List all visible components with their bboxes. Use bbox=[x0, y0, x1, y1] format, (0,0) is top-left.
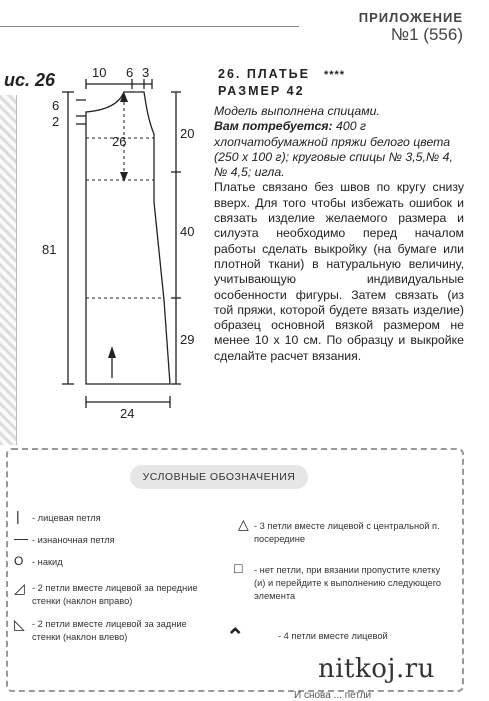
legend-item: O - накид bbox=[14, 554, 63, 568]
dim-left-2: 2 bbox=[52, 114, 60, 129]
header-title: ПРИЛОЖЕНИЕ bbox=[358, 10, 463, 25]
legend-item: ◺ - 2 петли вместе лицевой за задние стенки (наклон влево) bbox=[14, 616, 187, 642]
legend-item: — - изнаночная петля bbox=[14, 530, 115, 546]
figure-label: ис. 26 bbox=[4, 70, 56, 90]
requirements-label: Вам потребуется: bbox=[214, 119, 333, 134]
dim-right-3: 29 bbox=[180, 332, 195, 347]
legend-title: УСЛОВНЫЕ ОБОЗНАЧЕНИЯ bbox=[130, 465, 308, 489]
page-header bbox=[359, 10, 463, 45]
yarn-over-icon: O bbox=[14, 554, 24, 568]
legend-item: ⌃ - 4 петли вместе лицевой bbox=[226, 624, 388, 649]
k3tog-center-icon: △ bbox=[238, 516, 249, 532]
dim-inner: 26 bbox=[112, 134, 127, 149]
dim-bottom: 24 bbox=[120, 406, 135, 421]
dim-top-3: 3 bbox=[142, 65, 150, 80]
footer-partial-text: И снова ... петли bbox=[294, 690, 372, 701]
dim-top-1: 10 bbox=[92, 65, 107, 80]
dim-top-2: 6 bbox=[126, 65, 134, 80]
dim-right-2: 40 bbox=[180, 224, 195, 239]
header-rule bbox=[0, 26, 299, 27]
model-note: Модель выполнена спицами. bbox=[214, 104, 380, 118]
k2tog-back-icon: ◺ bbox=[14, 616, 25, 632]
article-body bbox=[214, 104, 464, 364]
article-title-line1: 26. ПЛАТЬЕ bbox=[218, 67, 310, 81]
site-watermark: nitkoj.ru bbox=[318, 654, 435, 684]
difficulty-stars: **** bbox=[323, 69, 346, 81]
dim-total-height: 81 bbox=[42, 242, 57, 257]
no-stitch-icon: □ bbox=[234, 560, 243, 576]
legend-item: △ - 3 петли вместе лицевой с центральной п. посередине bbox=[238, 516, 440, 544]
description: Платье связано без швов по кругу снизу вверх. Для того чтобы избежать ошибок и связать изделие желаемого размера и силуэта необходимо перед началом работы сделать выкройку (на бумаге или плотной ткани) в натуральную величину, учитывающую индивидуальные особенности фигуры. Затем связать (из той пряжи, которой будете вязать изделие) образец основной вязкой размером не менее 10 х 10 см. По образцу и выкройке сделайте расчет вязания. bbox=[214, 180, 464, 363]
dress-schematic bbox=[40, 60, 220, 422]
dim-right-1: 20 bbox=[180, 126, 195, 141]
legend-item: ◿ - 2 петли вместе лицевой за передние стенки (наклон вправо) bbox=[14, 580, 198, 606]
legend-item: | - лицевая петля bbox=[16, 508, 101, 524]
legend-left-column bbox=[12, 510, 212, 652]
knit-stitch-icon: | bbox=[16, 508, 20, 524]
issue-number: №1 (556) bbox=[390, 25, 463, 44]
legend-item: □ - нет петли, при вязании пропустите клетку (и) и перейдите к выполнению следующего элемента bbox=[234, 560, 442, 601]
k4tog-icon: ⌃ bbox=[226, 624, 245, 649]
k2tog-front-icon: ◿ bbox=[14, 580, 25, 596]
purl-stitch-icon: — bbox=[14, 530, 28, 546]
requirements-text: 400 г хлопчатобумажной пряжи белого цвета (250 х 100 г); круговые спицы № 3,5,№ 4, № 4,5; игла. bbox=[214, 119, 453, 180]
dim-left-6: 6 bbox=[52, 98, 60, 113]
photo-edge bbox=[0, 95, 17, 445]
legend-right-column bbox=[226, 516, 454, 652]
article-title bbox=[218, 66, 345, 99]
article-title-line2: РАЗМЕР 42 bbox=[218, 84, 305, 98]
requirements bbox=[214, 119, 464, 180]
